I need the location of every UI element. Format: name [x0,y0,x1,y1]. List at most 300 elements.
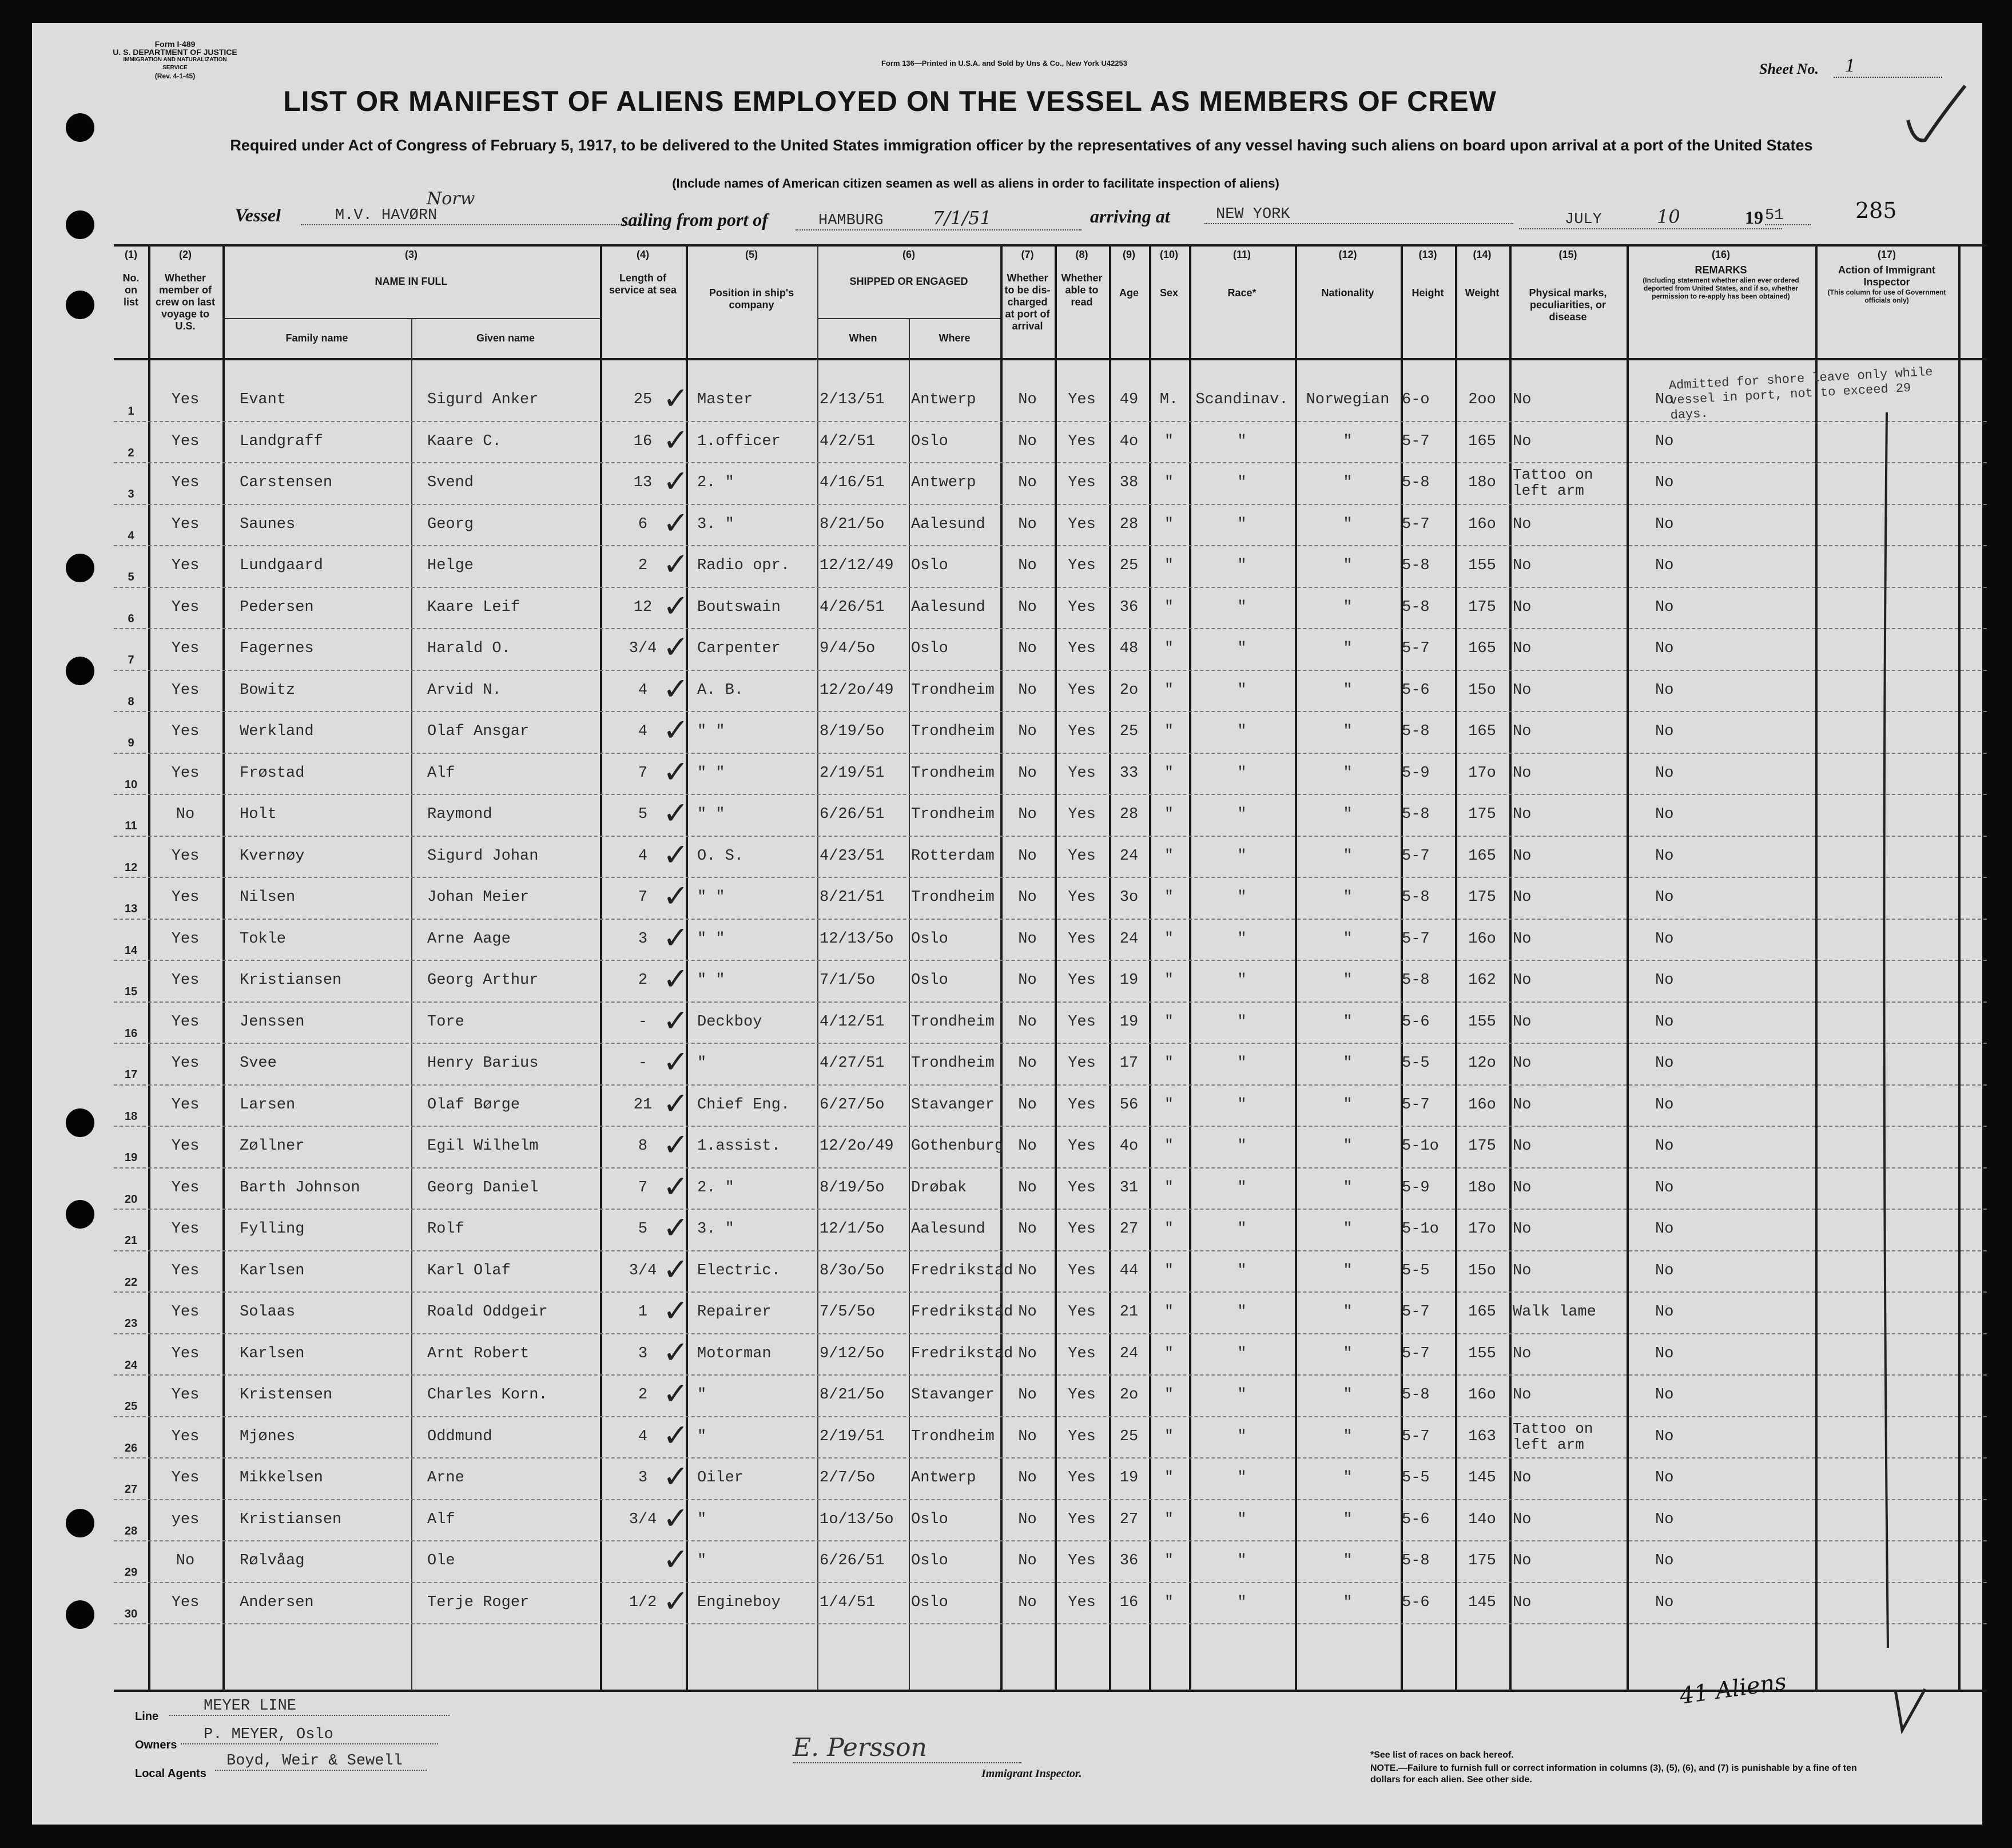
cell-position: Oiler [697,1469,744,1487]
cell-when: 4/12/51 [820,1013,885,1031]
cell-service: 4 [638,723,648,740]
cell-position: 1.officer [697,432,781,450]
cell-service: 7 [638,1179,648,1197]
owners-value: P. MEYER, Oslo [181,1726,438,1744]
cell-position: O. S. [697,847,744,865]
cell-position: Engineboy [697,1593,781,1611]
check-mark-icon: ✓ [663,878,689,914]
table-row [114,960,1987,1001]
cell-family: Karlsen [240,1345,305,1362]
cell-weight: 18o [1468,1179,1496,1197]
cell-position: Boutswain [697,598,781,616]
cell-age: 19 [1119,972,1139,989]
cell-height: 5-5 [1402,1262,1430,1279]
cell-nationality: " [1343,1511,1353,1528]
cell-where: Trondheim [911,1013,995,1031]
cell-read: Yes [1068,598,1096,616]
cell-nationality: " [1343,515,1353,533]
cell-discharged: No [1018,1303,1037,1321]
cell-service: 12 [633,598,653,616]
cell-nationality: " [1343,1428,1353,1445]
cell-read: Yes [1068,889,1096,906]
cell-nationality: " [1343,723,1353,740]
cell-discharged: No [1018,1428,1037,1445]
sailing-from-label: sailing from port of [621,209,768,230]
column-subheader: When [849,332,877,344]
cell-height: 5-7 [1402,847,1430,865]
race-note: *See list of races on back hereof. [1370,1750,1514,1760]
cell-discharged: No [1018,1593,1037,1611]
column-label: Race* [1227,287,1256,299]
cell-race: " [1237,557,1247,574]
cell-height: 5-7 [1402,1345,1430,1362]
cell-weight: 175 [1468,1138,1496,1155]
cell-remarks: No [1655,930,1674,948]
cell-given: Egil Wilhelm [427,1138,539,1155]
cell-marks: No [1513,1386,1532,1404]
cell-prev: Yes [171,1428,200,1445]
table-row [114,1209,1987,1250]
cell-marks: No [1513,1096,1532,1114]
cell-position: " " [697,889,725,906]
sheet-number-label: Sheet No. [1759,61,1819,77]
form-subtitle: Required under Act of Congress of February 5, 1917, to be delivered to the United States immigration officer by the representatives of any vessel having such aliens on board upon arrival at a port of the United States [230,137,1813,154]
cell-marks: No [1513,972,1532,989]
cell-service: 16 [633,432,653,450]
form-title: LIST OR MANIFEST OF ALIENS EMPLOYED ON THE VESSEL AS MEMBERS OF CREW [283,85,1497,117]
cell-when: 1/4/51 [820,1593,876,1611]
cell-sex: " [1164,598,1174,616]
cell-nationality: " [1343,847,1353,865]
cell-read: Yes [1068,1345,1096,1362]
cell-age: 24 [1119,847,1139,865]
cell-weight: 14o [1468,1511,1496,1528]
cell-position: " [697,1428,707,1445]
column-label: Whether able to read [1061,272,1103,308]
cell-nationality: " [1343,1138,1353,1155]
cell-prev: Yes [171,1469,200,1487]
cell-sex: " [1164,1138,1174,1155]
cell-nationality: " [1343,1096,1353,1114]
cell-service: - [638,1013,648,1031]
cell-service: 2 [638,1386,648,1404]
cell-remarks: No [1655,1221,1674,1238]
column-label: Weight [1465,287,1500,299]
revision: (Rev. 4-1-45) [154,72,196,80]
cell-sex: " [1164,847,1174,865]
cell-nationality: " [1343,930,1353,948]
table-row [114,1043,1987,1084]
table-row [114,587,1987,628]
cell-given: Arne Aage [427,930,511,948]
table-row [114,919,1987,960]
cell-marks: No [1513,1221,1532,1238]
cell-family: Kristiansen [240,1511,342,1528]
cell-family: Saunes [240,515,296,533]
cell-nationality: " [1343,1179,1353,1197]
cell-sex: " [1164,1386,1174,1404]
cell-prev: Yes [171,1345,200,1362]
check-mark-icon: ✓ [663,1541,689,1577]
check-mark-icon: ✓ [663,1293,689,1329]
table-row [114,753,1987,794]
cell-nationality: " [1343,598,1353,616]
cell-service: - [638,1055,648,1072]
cell-prev: Yes [171,1096,200,1114]
cell-remarks: No [1655,515,1674,533]
cell-race: " [1237,640,1247,657]
cell-family: Andersen [240,1593,314,1611]
cell-family: Pedersen [240,598,314,616]
aliens-count-note: 41 Aliens [1677,1668,1788,1710]
cell-discharged: No [1018,1138,1037,1155]
cell-sex: " [1164,930,1174,948]
cell-when: 4/16/51 [820,474,885,491]
cell-read: Yes [1068,1013,1096,1031]
column-label: Whether member of crew on last voyage to U.S. [155,272,216,332]
cell-height: 5-8 [1402,723,1430,740]
cell-when: 2/13/51 [820,391,885,408]
cell-remarks: No [1655,1511,1674,1528]
cell-remarks: No [1655,764,1674,782]
cell-service: 3 [638,1469,648,1487]
cell-marks: No [1513,889,1532,906]
cell-discharged: No [1018,1221,1037,1238]
cell-given: Henry Barius [427,1055,539,1072]
cell-nationality: " [1343,1469,1353,1487]
cell-family: Mikkelsen [240,1469,323,1487]
cell-position: 1.assist. [697,1138,781,1155]
inspector-signature: E. Persson [793,1733,1021,1763]
cell-marks: No [1513,806,1532,823]
cell-discharged: No [1018,764,1037,782]
cell-discharged: No [1018,723,1037,740]
table-row [114,1126,1987,1167]
cell-where: Aalesund [911,515,985,533]
column-number: (17) [1877,249,1896,260]
table-row [114,1540,1987,1581]
cell-discharged: No [1018,1013,1037,1031]
cell-weight: 175 [1468,889,1496,906]
remarks-stamp: Admitted for shore leave only while vessel in port, not to exceed 29 days. [1668,364,1934,423]
cell-discharged: No [1018,1096,1037,1114]
cell-prev: Yes [171,1303,200,1321]
cell-when: 12/2o/49 [820,681,894,699]
cell-position: 3. " [697,515,734,533]
cell-prev: Yes [171,1138,200,1155]
cell-age: 36 [1119,1552,1139,1569]
cell-sex: " [1164,1096,1174,1114]
owners-label: Owners [135,1739,177,1751]
cell-nationality: " [1343,1055,1353,1072]
year-prefix: 19 [1745,207,1763,228]
cell-given: Johan Meier [427,889,530,906]
cell-read: Yes [1068,1511,1096,1528]
cell-read: Yes [1068,764,1096,782]
punch-hole [66,210,94,239]
cell-remarks: No [1655,806,1674,823]
cell-position: " [697,1511,707,1528]
cell-service: 2 [638,557,648,574]
cell-prev: Yes [171,598,200,616]
column-label: Height [1411,287,1444,299]
cell-sex: " [1164,806,1174,823]
column-header [1627,247,1815,358]
check-mark-icon: ✓ [663,1251,689,1287]
column-number: (6) [902,249,915,260]
cell-position: Radio opr. [697,557,790,574]
cell-weight: 165 [1468,723,1496,740]
cell-given: Ole [427,1552,455,1569]
cell-family: Nilsen [240,889,296,906]
cell-given: Helge [427,557,474,574]
table-row [114,504,1987,545]
cell-weight: 12o [1468,1055,1496,1072]
cell-weight: 175 [1468,598,1496,616]
table-row [114,1374,1987,1416]
cell-sex: " [1164,1469,1174,1487]
cell-position: " [697,1386,707,1404]
check-mark-icon [1902,80,1971,149]
department: U. S. DEPARTMENT OF JUSTICE [113,47,237,57]
cell-age: 2o [1119,681,1139,699]
column-header [686,247,817,358]
column-number: (7) [1021,249,1034,260]
cell-race: " [1237,889,1247,906]
cell-race: " [1237,847,1247,865]
cell-remarks: No [1655,1303,1674,1321]
cell-discharged: No [1018,806,1037,823]
cell-family: Zøllner [240,1138,305,1155]
arrival-month-value: JULY [1565,211,1602,228]
local-agents-value: Boyd, Weir & Sewell [215,1752,427,1771]
cell-marks: No [1513,391,1532,408]
line-value: MEYER LINE [169,1698,450,1716]
cell-read: Yes [1068,1386,1096,1404]
cell-no: 10 [124,778,138,791]
cell-weight: 155 [1468,1013,1496,1031]
cell-nationality: " [1343,972,1353,989]
cell-age: 25 [1119,1428,1139,1445]
cell-no: 6 [128,612,134,625]
check-mark-icon: ✓ [663,380,689,416]
cell-when: 7/1/5o [820,972,876,989]
cell-discharged: No [1018,640,1037,657]
arrival-year: 51 [1765,207,1811,225]
cell-where: Fredrikstad [911,1303,1013,1321]
cell-when: 4/27/51 [820,1055,885,1072]
cell-age: 27 [1119,1221,1139,1238]
cell-remarks: No [1655,1262,1674,1279]
cell-no: 5 [128,571,134,583]
cell-discharged: No [1018,432,1037,450]
cell-age: 24 [1119,930,1139,948]
cell-remarks: No [1655,1469,1674,1487]
cell-race: " [1237,1179,1247,1197]
cell-family: Jenssen [240,1013,305,1031]
cell-nationality: " [1343,640,1353,657]
cell-race: " [1237,1386,1247,1404]
table-row [114,1416,1987,1457]
cell-service: 1/2 [629,1593,657,1611]
cell-no: 9 [128,737,134,749]
cell-read: Yes [1068,930,1096,948]
column-note: (This column for use of Government officials only) [1827,288,1946,304]
table-row [114,1333,1987,1374]
cell-family: Landgraff [240,432,323,450]
cell-weight: 165 [1468,432,1496,450]
cell-prev: Yes [171,681,200,699]
cell-race: " [1237,1428,1247,1445]
column-label: Length of service at sea [609,272,677,296]
column-number: (10) [1159,249,1178,260]
cell-service: 5 [638,806,648,823]
cell-race: " [1237,930,1247,948]
cell-service: 3 [638,930,648,948]
cell-race: " [1237,1221,1247,1238]
cell-weight: 16o [1468,515,1496,533]
cell-where: Oslo [911,1511,948,1528]
cell-when: 2/19/51 [820,1428,885,1445]
cell-when: 12/12/49 [820,557,894,574]
cell-where: Fredrikstad [911,1262,1013,1279]
cell-prev: yes [171,1511,200,1528]
cell-nationality: " [1343,889,1353,906]
column-header [1189,247,1295,358]
cell-given: Rolf [427,1221,464,1238]
table-row [114,711,1987,752]
column-label: Position in ship's company [709,287,794,311]
cell-marks: No [1513,1552,1532,1569]
cell-position: " " [697,806,725,823]
table-row [114,1291,1987,1333]
cell-marks: No [1513,930,1532,948]
cell-nationality: " [1343,1345,1353,1362]
cell-prev: Yes [171,1221,200,1238]
cell-height: 5-6 [1402,681,1430,699]
table-row [114,1002,1987,1043]
cell-nationality: " [1343,1386,1353,1404]
cell-no: 18 [124,1110,138,1123]
port-to: NEW YORK [1204,206,1513,224]
cell-sex: " [1164,889,1174,906]
check-mark-icon: ✓ [663,961,689,997]
local-agents-label: Local Agents [135,1767,206,1780]
cell-height: 5-8 [1402,972,1430,989]
form-subnote: (Include names of American citizen seamen as well as aliens in order to facilitate inspection of aliens) [672,176,1279,190]
cell-race: " [1237,972,1247,989]
cell-when: 8/21/51 [820,889,885,906]
cell-service: 21 [633,1096,653,1114]
cell-when: 8/21/5o [820,1386,885,1404]
cell-read: Yes [1068,1552,1096,1569]
cell-race: " [1237,681,1247,699]
cell-read: Yes [1068,806,1096,823]
cell-discharged: No [1018,391,1037,408]
cell-height: 5-8 [1402,806,1430,823]
column-subheader: Family name [285,332,348,344]
cell-prev: Yes [171,723,200,740]
table-row [114,1582,1987,1623]
check-mark-icon: ✓ [663,753,689,790]
cell-when: 6/26/51 [820,806,885,823]
arrival-day: 10 [1657,206,1680,228]
punch-hole [66,291,94,319]
check-mark-icon: ✓ [663,1127,689,1163]
cell-prev: Yes [171,1179,200,1197]
cell-sex: " [1164,764,1174,782]
cell-family: Tokle [240,930,287,948]
cell-position: " " [697,972,725,989]
cell-family: Larsen [240,1096,296,1114]
column-header [1401,247,1455,358]
cell-nationality: " [1343,1262,1353,1279]
column-number: (11) [1232,249,1251,260]
form-number: Form I-489 [154,39,196,49]
cell-no: 12 [124,861,138,874]
cell-sex: " [1164,640,1174,657]
cell-no: 22 [124,1275,138,1289]
cell-family: Kvernøy [240,847,305,865]
cell-service: 8 [638,1138,648,1155]
cell-height: 5-6 [1402,1013,1430,1031]
check-mark-icon: ✓ [663,1168,689,1205]
cell-weight: 155 [1468,557,1496,574]
cell-prev: Yes [171,1055,200,1072]
cell-remarks: No [1655,391,1674,408]
cell-where: Trondheim [911,889,995,906]
cell-height: 5-7 [1402,930,1430,948]
cell-discharged: No [1018,1511,1037,1528]
column-header [1815,247,1958,358]
cell-when: 4/26/51 [820,598,885,616]
immigrant-inspector-label: Immigrant Inspector. [981,1767,1082,1780]
cell-discharged: No [1018,1552,1037,1569]
cell-where: Aalesund [911,1221,985,1238]
cell-family: Kristensen [240,1386,333,1404]
cell-when: 7/5/5o [820,1303,876,1321]
cell-marks: No [1513,681,1532,699]
table-row [114,836,1987,877]
cell-given: Sigurd Anker [427,391,539,408]
punch-hole [66,554,94,582]
cell-prev: Yes [171,515,200,533]
cell-discharged: No [1018,889,1037,906]
cell-marks: No [1513,1469,1532,1487]
cell-height: 5-7 [1402,515,1430,533]
cell-where: Antwerp [911,474,976,491]
cell-family: Svee [240,1055,277,1072]
cell-age: 19 [1119,1013,1139,1031]
cell-where: Trondheim [911,764,995,782]
table-row [114,421,1987,462]
check-mark-icon: ✓ [663,919,689,956]
check-mark-icon: ✓ [663,1044,689,1080]
sailing-date: 7/1/51 [932,207,992,229]
cell-height: 5-9 [1402,1179,1430,1197]
cell-when: 8/19/5o [820,1179,885,1197]
cell-no: 26 [124,1441,138,1454]
cell-sex: " [1164,432,1174,450]
cell-no: 15 [124,985,138,998]
cell-read: Yes [1068,681,1096,699]
column-label: Physical marks, peculiarities, or disease [1529,287,1607,323]
cell-remarks: No [1655,1593,1674,1611]
cell-weight: 165 [1468,1303,1496,1321]
cell-position: Master [697,391,753,408]
punch-hole [66,1600,94,1629]
column-label: Nationality [1321,287,1374,299]
